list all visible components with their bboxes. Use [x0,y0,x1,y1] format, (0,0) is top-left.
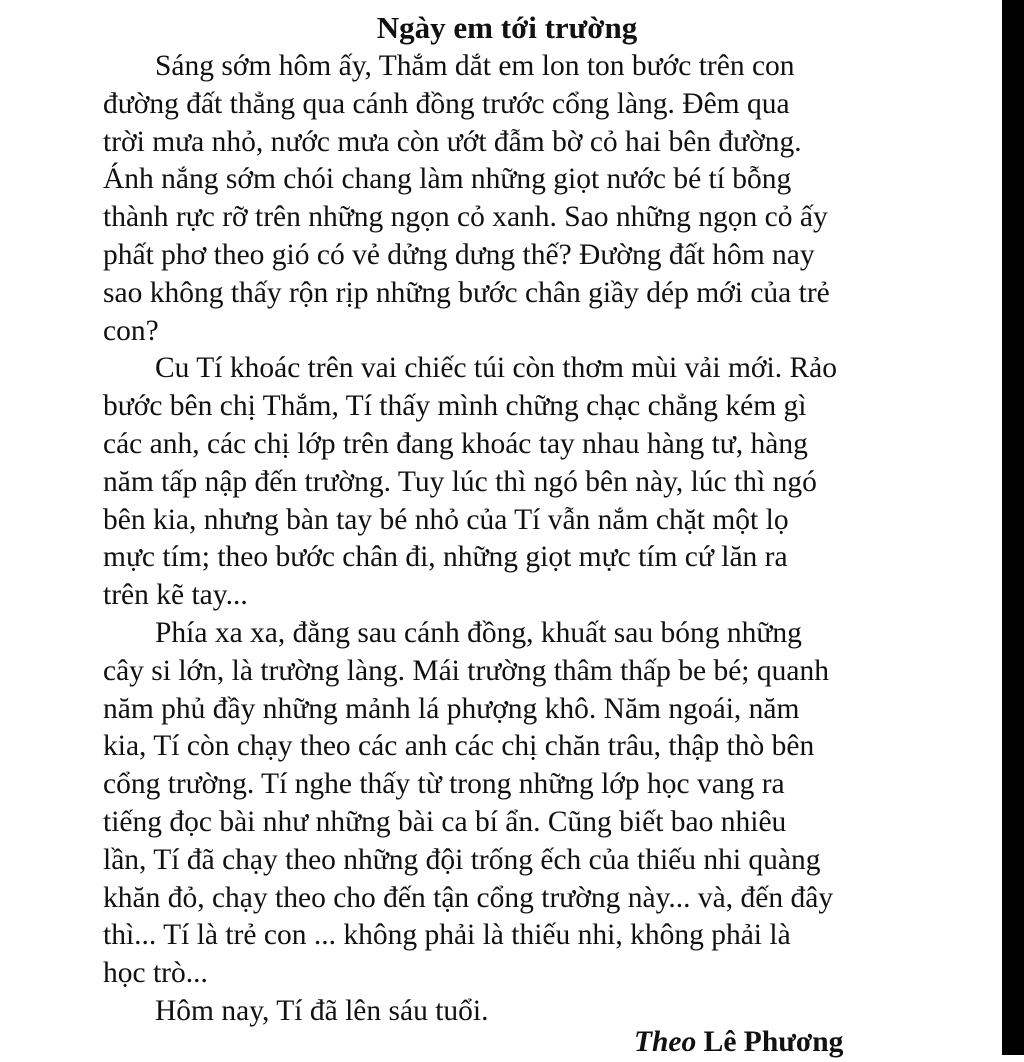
paragraph-line: lần, Tí đã chạy theo những đội trống ếch của thiếu nhi quàng [103,843,821,876]
paragraph-line: thành rực rỡ trên những ngọn cỏ xanh. Sao những ngọn cỏ ấy [103,201,828,234]
paragraph-line: Hôm nay, Tí đã lên sáu tuổi. [155,994,489,1027]
paragraph-line: năm phủ đầy những mảnh lá phượng khô. Năm ngoái, năm [103,692,800,725]
byline-prefix: Theo [634,1026,697,1058]
page-title: Ngày em tới trường [376,10,638,45]
byline-author: Lê Phương [703,1026,844,1058]
paragraph-line: sao không thấy rộn rịp những bước chân giầy dép mới của trẻ [103,276,830,309]
page-edge-border [1002,0,1024,1055]
paragraph-line: trên kẽ tay... [103,579,248,612]
paragraph-3 [103,615,923,993]
paragraph-line: Phía xa xa, đằng sau cánh đồng, khuất sau bóng những [155,616,802,649]
paragraph-line: phất phơ theo gió có vẻ dửng dưng thế? Đường đất hôm nay [103,238,815,271]
paragraph-line: Sáng sớm hôm ấy, Thắm dắt em lon ton bước trên con [155,50,795,82]
paragraph-line: trời mưa nhỏ, nước mưa còn ướt đẫm bờ cỏ hai bên đường. [103,125,802,158]
paragraph-line: khăn đỏ, chạy theo cho đến tận cổng trường này... và, đến đây [103,881,834,914]
paragraph-1 [103,48,923,350]
paragraph-line: đường đất thẳng qua cánh đồng trước cổng làng. Đêm qua [103,87,790,120]
paragraph-line: Cu Tí khoác trên vai chiếc túi còn thơm mùi vải mới. Rảo [155,352,837,385]
paragraph-line: bước bên chị Thắm, Tí thấy mình chững chạc chẳng kém gì [103,390,807,423]
paragraph-line: kia, Tí còn chạy theo các anh các chị chăn trâu, thập thò bên [103,730,815,763]
paragraph-line: thì... Tí là trẻ con ... không phải là thiếu nhi, không phải là [103,919,791,952]
paragraph-line: cổng trường. Tí nghe thấy từ trong những lớp học vang ra [103,768,785,801]
paragraph-line: tiếng đọc bài như những bài ca bí ẩn. Cũng biết bao nhiêu [103,805,787,838]
paragraph-line: năm tấp nập đến trường. Tuy lúc thì ngó bên này, lúc thì ngó [103,465,817,498]
paragraph-2 [103,350,923,615]
author-byline [634,1022,843,1062]
paragraph-line: các anh, các chị lớp trên đang khoác tay nhau hàng tư, hàng [103,427,808,460]
paragraph-line: Ánh nắng sớm chói chang làm những giọt nước bé tí bỗng [103,163,792,196]
paragraph-line: bên kia, nhưng bàn tay bé nhỏ của Tí vẫn nắm chặt một lọ [103,503,789,536]
story-body [103,48,923,1031]
paragraph-line: cây si lớn, là trường làng. Mái trường thâm thấp be bé; quanh [103,654,829,687]
paragraph-line: học trò... [103,957,208,990]
paragraph-line: mực tím; theo bước chân đi, những giọt mực tím cứ lăn ra [103,541,788,574]
paragraph-line: con? [103,314,159,347]
